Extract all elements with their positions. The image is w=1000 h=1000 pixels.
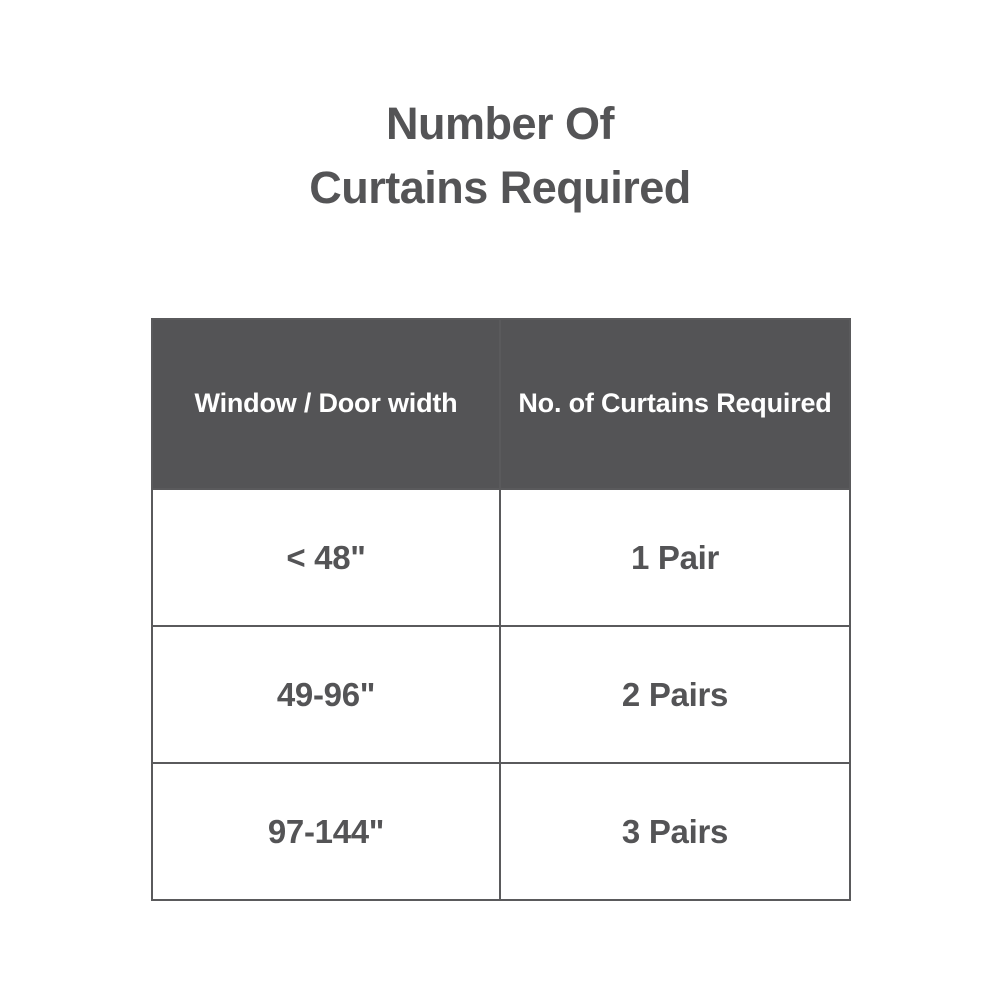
table-header-cell-curtains xyxy=(500,319,850,489)
cell-curtains-required: 3 Pairs xyxy=(500,763,850,900)
table-header-cell-width xyxy=(152,319,500,489)
cell-window-width: 97-144" xyxy=(152,763,500,900)
table-body xyxy=(152,489,850,900)
page-title-line-2: Curtains Required xyxy=(309,161,691,213)
table-header-width-line-2: width xyxy=(387,388,458,419)
table-header-curtains-line-1: No. of Curtains xyxy=(518,388,709,419)
page-title-line-1: Number Of xyxy=(385,98,614,149)
cell-curtains-required: 2 Pairs xyxy=(500,626,850,763)
cell-window-width: 49-96" xyxy=(152,626,500,763)
page-title xyxy=(0,92,1000,220)
cell-curtains-required: 1 Pair xyxy=(500,489,850,626)
size-table xyxy=(151,318,851,901)
table-header-width-line-1: Window / Door xyxy=(194,388,381,419)
table-row xyxy=(152,489,850,626)
table-row xyxy=(152,763,850,900)
table-header-row xyxy=(152,319,850,489)
cell-window-width: < 48" xyxy=(152,489,500,626)
table-header-curtains-line-2: Required xyxy=(716,388,832,419)
table-header xyxy=(152,319,850,489)
table-row xyxy=(152,626,850,763)
size-table-container xyxy=(151,318,849,901)
